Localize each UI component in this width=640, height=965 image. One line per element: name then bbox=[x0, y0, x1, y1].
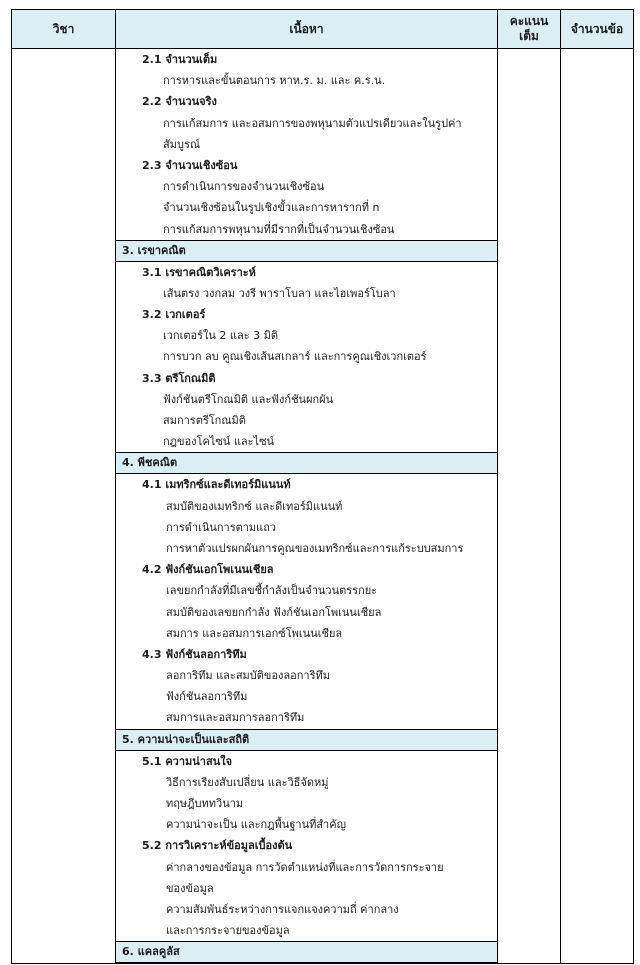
topic-item: จำนวนเชิงซ้อนในรูปเชิงขั้วและการหารากที่ n bbox=[163, 201, 380, 215]
section-heading: 5. ความน่าจะเป็นและสถิติ bbox=[116, 729, 497, 751]
topic-item: เวกเตอร์ใน 2 และ 3 มิติ bbox=[163, 329, 279, 343]
topic-item: สมการตรีโกณมิติ bbox=[163, 414, 246, 427]
subsection-title: 2.1 จำนวนเต็ม bbox=[142, 53, 218, 66]
topic-item: การดำเนินการของจำนวนเชิงซ้อน bbox=[163, 180, 325, 194]
subsection-title: 2.2 จำนวนจริง bbox=[142, 95, 217, 109]
subsection-title: 4.1 เมทริกซ์และดีเทอร์มิแนนท์ bbox=[142, 478, 291, 492]
topic-item: สัมบูรณ์ bbox=[163, 137, 201, 151]
subsection-title: 5.1 ความน่าสนใจ bbox=[142, 754, 233, 768]
topic-item: การแก้สมการ และอสมการของพหุนามตัวแปรเดียวและในรูปค่า bbox=[163, 116, 462, 130]
subsection-title: 4.2 ฟังก์ชันเอกโพเนนเชียล bbox=[142, 563, 274, 577]
topic-item: การแก้สมการพหุนามที่มีรากที่เป็นจำนวนเชิงซ้อน bbox=[163, 222, 395, 236]
topic-item: เลขยกกำลังที่มีเลขชี้กำลังเป็นจำนวนตรรกยะ bbox=[166, 584, 378, 598]
subsection-title: 3.2 เวกเตอร์ bbox=[142, 308, 206, 322]
topic-item: การหารและขั้นตอนการ หาห.ร. ม. และ ค.ร.น. bbox=[163, 74, 386, 88]
subsection-title: 2.3 จำนวนเชิงซ้อน bbox=[142, 158, 238, 172]
topic-item: ความสัมพันธ์ระหว่างการแจกแจงความถี่ ค่ากลาง bbox=[166, 902, 399, 916]
syllabus-table bbox=[11, 9, 634, 964]
content-cell bbox=[116, 49, 498, 964]
topic-item: ฟังก์ชันลอการิทึม bbox=[166, 690, 248, 704]
subsection-block bbox=[116, 559, 497, 644]
topic-item: สมบัติของเมทริกซ์ และดีเทอร์มิแนนท์ bbox=[166, 499, 343, 513]
count-cell bbox=[561, 49, 634, 964]
subsection-title: 4.3 ฟังก์ชันลอการิทึม bbox=[142, 647, 247, 661]
content-list bbox=[116, 49, 497, 963]
topic-item: ของข้อมูล bbox=[166, 881, 214, 895]
topic-item: สมการและอสมการลอการิทึม bbox=[166, 711, 305, 725]
subsection-block bbox=[116, 474, 497, 559]
topic-item: และการกระจายของข้อมูล bbox=[166, 924, 290, 938]
topic-item: วิธีการเรียงสับเปลี่ยน และวิธีจัดหมู่ bbox=[166, 775, 329, 789]
table-body-row bbox=[12, 49, 634, 964]
subsection-block bbox=[116, 262, 497, 304]
header-count: จำนวนข้อ bbox=[561, 10, 634, 49]
topic-item: สมการ และอสมการเอกซ์โพเนนเชียล bbox=[166, 626, 343, 640]
subsection-block bbox=[116, 304, 497, 368]
topic-item: ค่ากลางของข้อมูล การวัดตำแหน่งที่และการวัดการกระจาย bbox=[166, 860, 444, 874]
subsection-block bbox=[116, 368, 497, 453]
subject-cell bbox=[12, 49, 116, 964]
topic-item: ทฤษฎีบททวินาม bbox=[166, 797, 244, 810]
subsection-block bbox=[116, 835, 497, 941]
header-content: เนื้อหา bbox=[116, 10, 498, 49]
subsection-title: 3.3 ตรีโกณมิติ bbox=[142, 371, 216, 385]
topic-item: กฎของโคไซน์ และไซน์ bbox=[163, 435, 275, 449]
topic-item: การบวก ลบ คูณเชิงเส้นสเกลาร์ และการคูณเชิงเวกเตอร์ bbox=[163, 350, 427, 364]
section-heading: 4. พีชคณิต bbox=[116, 452, 497, 474]
subsection-title: 3.1 เรขาคณิตวิเคราะห์ bbox=[142, 265, 256, 279]
subsection-block bbox=[116, 91, 497, 155]
header-subject: วิชา bbox=[12, 10, 116, 49]
subsection-block bbox=[116, 49, 497, 91]
section-heading: 3. เรขาคณิต bbox=[116, 240, 497, 262]
header-score-line1: คะแนน bbox=[509, 14, 549, 28]
table-header-row bbox=[12, 10, 634, 49]
header-score bbox=[498, 10, 561, 49]
subsection-block bbox=[116, 751, 497, 836]
topic-item: การดำเนินการตามแถว bbox=[166, 520, 277, 534]
section-heading: 6. แคลคูลัส bbox=[116, 941, 497, 963]
topic-item: ลอการิทึม และสมบัติของลอการิทึม bbox=[166, 669, 331, 683]
subsection-block bbox=[116, 155, 497, 240]
topic-item: เส้นตรง วงกลม วงรี พาราโบลา และไฮเพอร์โบลา bbox=[163, 286, 396, 300]
topic-item: ฟังก์ชันตรีโกณมิติ และฟังก์ชันผกผัน bbox=[163, 392, 334, 406]
subsection-block bbox=[116, 644, 497, 729]
topic-item: ความน่าจะเป็น และกฎพื้นฐานที่สำคัญ bbox=[166, 818, 346, 832]
header-score-line2: เต็ม bbox=[519, 29, 539, 43]
topic-item: การหาตัวแปรผกผันการคูณของเมทริกซ์และการแก้ระบบสมการ bbox=[166, 541, 464, 555]
subsection-title: 5.2 การวิเคราะห์ข้อมูลเบื้องต้น bbox=[142, 839, 293, 853]
topic-item: สมบัติของเลขยกกำลัง ฟังก์ชันเอกโพเนนเชียล bbox=[166, 605, 382, 619]
score-cell bbox=[498, 49, 561, 964]
